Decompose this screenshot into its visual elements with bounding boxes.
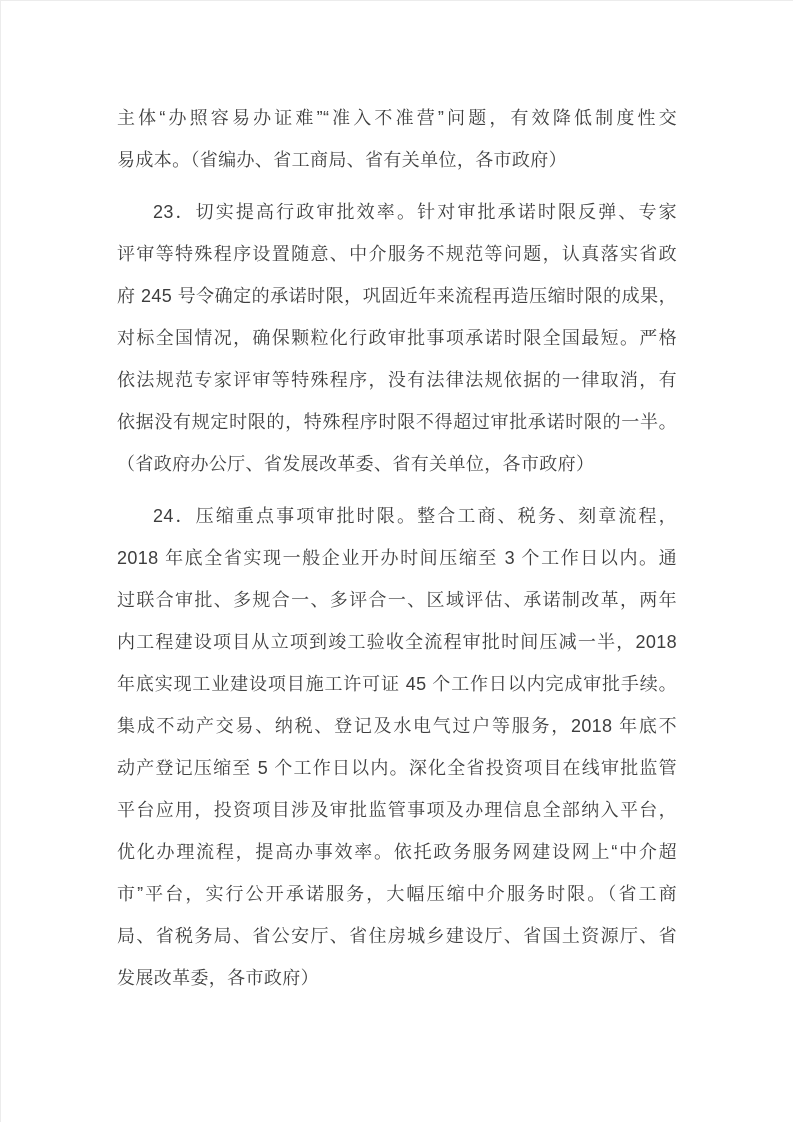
text-line: 易成本。（省编办、省工商局、省有关单位，各市政府） [117,150,567,170]
text-line: （省政府办公厅、省发展改革委、省有关单位，各市政府） [117,454,595,474]
text-line: 年底实现工业建设项目施工许可证 45 个工作日以内完成审批手续。 [117,674,677,694]
paragraph-item-24 [117,495,677,999]
text-line: 2018 年底全省实现一般企业开办时间压缩至 3 个工作日以内。通 [117,548,677,568]
text-line: 平台应用，投资项目涉及审批监管事项及办理信息全部纳入平台， [117,800,677,820]
text-line: 对标全国情况，确保颗粒化行政审批事项承诺时限全国最短。严格 [117,328,677,348]
paragraph-item-23 [117,191,677,485]
text-line: 局、省税务局、省公安厅、省住房城乡建设厅、省国土资源厅、省 [117,926,677,946]
text-line: 依法规范专家评审等特殊程序，没有法律法规依据的一律取消，有 [117,370,677,390]
text-line: 24．压缩重点事项审批时限。整合工商、税务、刻章流程， [153,506,677,526]
text-line: 集成不动产交易、纳税、登记及水电气过户等服务，2018 年底不 [117,716,677,736]
text-line: 动产登记压缩至 5 个工作日以内。深化全省投资项目在线审批监管 [117,758,677,778]
paragraph-continuation [117,97,677,181]
text-line: 府 245 号令确定的承诺时限，巩固近年来流程再造压缩时限的成果， [117,286,677,306]
text-line: 依据没有规定时限的，特殊程序时限不得超过审批承诺时限的一半。 [117,412,677,432]
text-line: 评审等特殊程序设置随意、中介服务不规范等问题，认真落实省政 [117,244,677,264]
text-line: 主体“办照容易办证难”“准入不准营”问题，有效降低制度性交 [117,108,677,128]
document-body [1,1,677,999]
text-line: 发展改革委，各市政府） [117,968,319,988]
text-line: 过联合审批、多规合一、多评合一、区域评估、承诺制改革，两年 [117,590,677,610]
text-line: 内工程建设项目从立项到竣工验收全流程审批时间压减一半，2018 [117,632,677,652]
text-line: 23．切实提高行政审批效率。针对审批承诺时限反弹、专家 [153,202,677,222]
text-line: 市”平台，实行公开承诺服务，大幅压缩中介服务时限。（省工商 [117,884,677,904]
text-line: 优化办理流程，提高办事效率。依托政务服务网建设网上“中介超 [117,842,677,862]
